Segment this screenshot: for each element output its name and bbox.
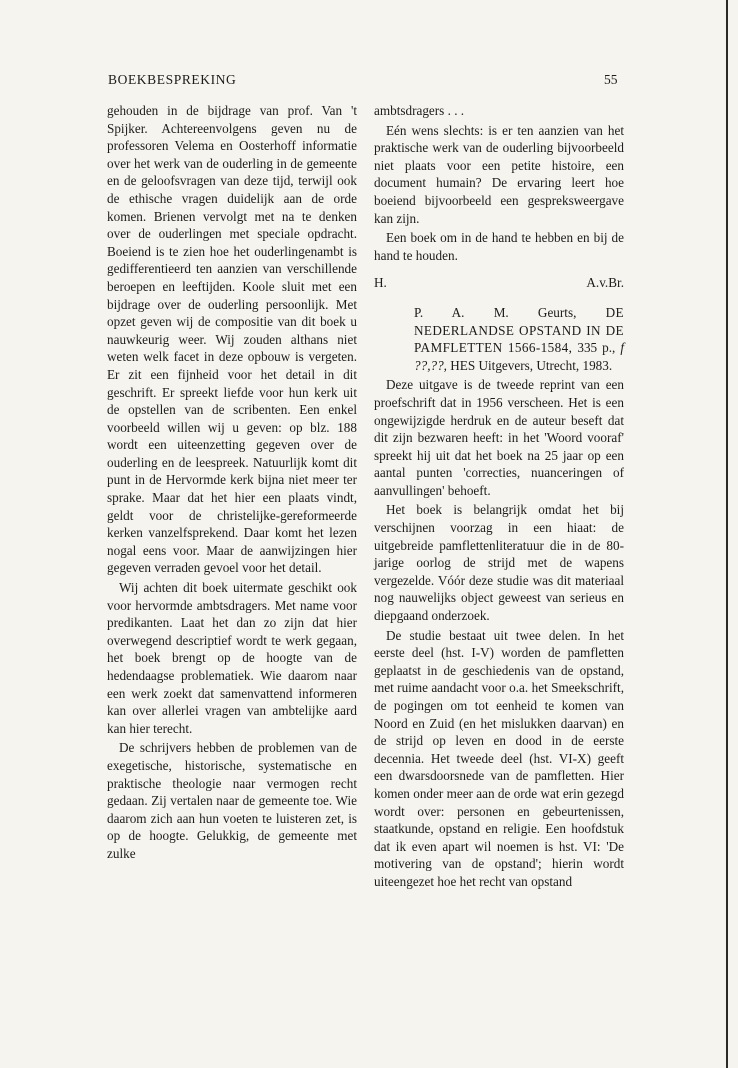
paragraph: Het boek is belangrijk omdat het bij verschijnen voorzag in een hiaat: de uitgebreide pamflettenliteratuur die in de 80-jarige oorlog de strijd met de wapens vergezelde. Vóór deze studie was dit materiaal nog nauwelijks object geweest van serieus en diepgaand onderzoek. [374,502,624,624]
paragraph: De studie bestaat uit twee delen. In het eerste deel (hst. I-V) worden de pamfletten geplaatst in de geschiedenis van de opstand, met ruime aandacht voor o.a. het Smeekschrift, de pogingen om tot eenheid te komen van Noord en Zuid (en het mislukken daarvan) en de strijd op leven en dood in de eerste decennia. Het tweede deel (hst. VI-X) geeft een dwarsdoorsnede van de pamfletten. Hier komen onder meer aan de orde wat erin gezegd wordt over: personen en gebeurtenissen, staatkunde, opstand en religie. Een hoofdstuk dat ik even apart wil noemen is hst. VI: 'De motivering van de opstand'; hierin wordt uiteengezet hoe het recht van opstand [374,627,624,889]
bib-pages: 335 p., [577,340,616,356]
paragraph: De schrijvers hebben de problemen van de exegetische, historische, systematische en praktische theologie naar vermogen recht gedaan. Zij vertalen naar de gemeente toe. Wie daarom zich aan hun voeten te luisteren zet, is op de hoogte. Gelukkig, de gemeente met zulke [107,740,357,861]
review-signature [374,274,624,292]
paragraph: Wij achten dit boek uitermate geschikt ook voor hervormde ambtsdragers. Met name voor predikanten. Laat het dan zo zijn dat hier overwegend descriptief wordt te werk gegaan, het boek brengt op de hoogte van de hedendaagse problematiek. Wie daarom naar een werk zoekt dat samenvattend informeren kan over allerlei vragen van ambtelijke aard kan hier terecht. [107,580,357,736]
paragraph: gehouden in de bijdrage van prof. Van 't Spijker. Achtereenvolgens geven nu de professoren Velema en Oosterhoff informatie over het werk van de ouderling in de gemeente en de geloofsvragen van deze tijd, terwijl ook de ethische vragen duidelijk aan de orde komen. Brienen vervolgt met na te denken over de ouderlingen met speciale opdracht. Boeiend is te zien hoe het ouderlingenambt is gedifferentieerd ten aanzien van verschillende beroepen en leeftijden. Koole sluit met een bijdrage over de ouderling persoonlijk. Met opzet geven wij de compositie van dit boek u nauwkeurig weer. Wij zouden althans niet weten welk facet in deze opbouw is vergeten. Er zit een fijnheid voor het detail in dit geschrift. Er spreekt liefde voor hun kerk uit de opstellen van de scribenten. Een enkel voorbeeld willen wij u geven: op blz. 188 wordt een uiteenzetting gegeven over de ouderling en de leespreek. Natuurlijk komt dit punt in de Hervormde kerk bijna niet meer ter sprake. Maar dat het hier een plaats vindt, geldt voor de christelijke-gereformeerde kerken vanzelfsprekend. Daar komt het lezen nogal eens voor. Maar de aanwijzingen hier gegeven verraden gevoel voor het detail. [107,103,357,576]
bib-price: f ??,??, [414,340,624,373]
bib-title: DE NEDERLANDSE OPSTAND IN DE PAMFLETTEN 1566-1584, [414,304,624,356]
paragraph: ambtsdragers . . . [374,103,465,118]
running-head: BOEKBESPREKING [108,72,237,87]
signature-initial: H. [374,275,387,291]
paragraph: Deze uitgave is de tweede reprint van een proefschrift dat in 1956 verscheen. Het is een ongewijzigde herdruk en de auteur beseft dat dit zijn bezwaren heeft: in het 'Woord vooraf' spreekt hij uit dat het boek na 25 jaar op een aantal punten 'correcties, nuanceringen of aanvullingen' behoeft. [374,377,624,498]
page-edge-line [726,0,728,1068]
bib-publisher: HES Uitgevers, Utrecht, 1983. [450,357,613,373]
bibliographic-entry [414,304,624,374]
bib-author: P. A. M. Geurts, [414,304,577,320]
right-column [374,102,624,893]
signature-author: A.v.Br. [586,275,624,291]
left-column [107,102,357,865]
paragraph: Een boek om in de hand te hebben en bij de hand te houden. [374,230,624,263]
page-number: 55 [604,72,618,87]
paragraph: Eén wens slechts: is er ten aanzien van het praktische werk van de ouderling bijvoorbeeld niet plaats voor een petite histoire, een document humain? De ervaring leert hoe boeiend bijvoorbeeld een gespreksweergave kan zijn. [374,122,624,226]
